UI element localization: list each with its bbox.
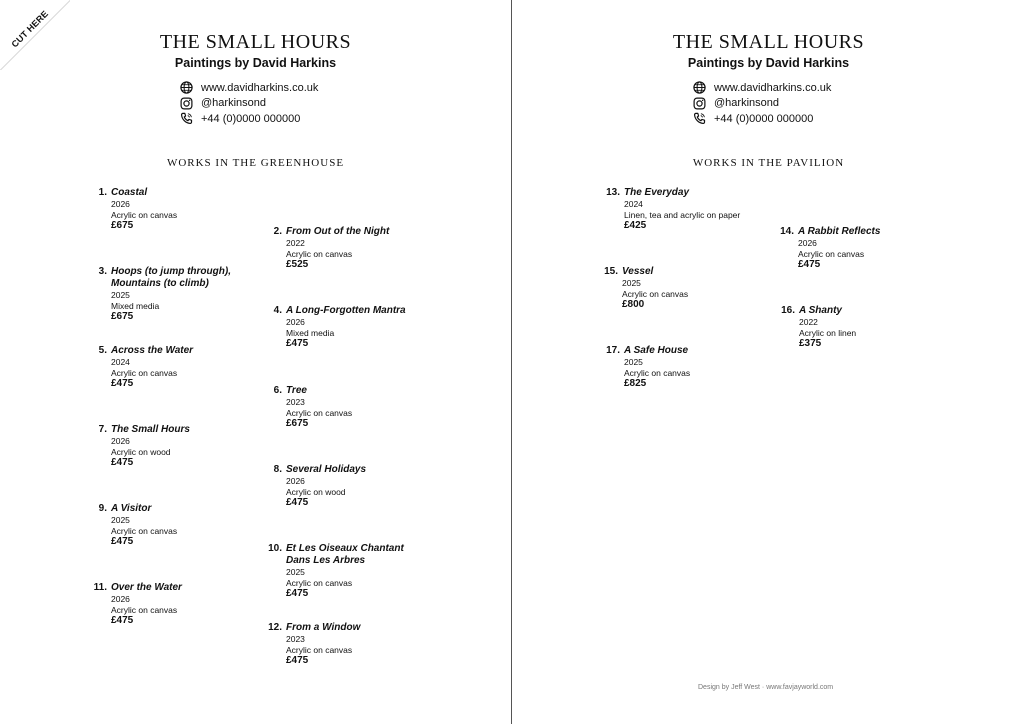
- artwork-number: 2.: [273, 226, 282, 237]
- artwork-medium: Acrylic on canvas: [622, 288, 689, 299]
- artwork-item: [604, 266, 689, 311]
- artwork-title-line-2: Mountains (to climb): [111, 278, 209, 289]
- artwork-medium: Acrylic on canvas: [624, 367, 691, 378]
- artwork-price: £475: [111, 378, 134, 389]
- artwork-number: 7.: [98, 424, 107, 435]
- artwork-price: £475: [111, 536, 134, 547]
- design-credit: Design by Jeff West · www.favjayworld.com: [698, 684, 834, 691]
- artwork-number: 5.: [98, 345, 107, 356]
- artwork-medium: Acrylic on canvas: [111, 604, 178, 615]
- artwork-medium: Acrylic on canvas: [286, 644, 353, 655]
- artwork-price: £825: [624, 378, 647, 389]
- artwork-year: 2022: [799, 317, 818, 327]
- artwork-number: 10.: [268, 543, 282, 554]
- artwork-price: £675: [111, 311, 134, 322]
- artwork-number: 13.: [606, 187, 620, 198]
- contact-instagram: [693, 96, 831, 112]
- instagram-icon: [180, 97, 193, 110]
- globe-icon: [180, 81, 193, 94]
- artwork-number: 11.: [93, 582, 107, 593]
- artwork-item: [98, 424, 190, 469]
- artwork-medium: Acrylic on linen: [799, 327, 857, 338]
- artwork-price: £475: [286, 655, 309, 666]
- artwork-number: 15.: [604, 266, 618, 277]
- phone-number[interactable]: +44 (0)0000 000000: [714, 112, 814, 125]
- artwork-title: A Safe House: [624, 345, 689, 356]
- artwork-number: 6.: [273, 385, 282, 396]
- artwork-medium: Acrylic on canvas: [286, 248, 353, 259]
- instagram-icon: [693, 97, 706, 110]
- artwork-year: 2026: [111, 594, 130, 604]
- artwork-medium: Acrylic on canvas: [111, 209, 178, 220]
- artwork-medium: Linen, tea and acrylic on paper: [624, 209, 741, 220]
- artwork-item: [273, 305, 406, 350]
- artwork-medium: Mixed media: [286, 327, 335, 338]
- artwork-item: [273, 464, 367, 509]
- artwork-medium: Acrylic on wood: [286, 486, 346, 497]
- artwork-price: £475: [798, 259, 821, 270]
- artwork-price: £375: [799, 338, 822, 349]
- page-subtitle: Paintings by David Harkins: [174, 56, 337, 70]
- contact-instagram: [180, 96, 318, 112]
- website-link[interactable]: www.davidharkins.co.uk: [714, 81, 832, 94]
- artwork-year: 2025: [286, 567, 305, 577]
- page-title: THE SMALL HOURS: [672, 31, 865, 53]
- contact-phone: [180, 111, 318, 127]
- artwork-item: [273, 385, 353, 430]
- contact-phone: [693, 111, 831, 127]
- artwork-medium: Acrylic on canvas: [286, 577, 353, 588]
- right-page: [513, 0, 1024, 724]
- artwork-title-line-2: Dans Les Arbres: [286, 555, 366, 566]
- artwork-year: 2025: [111, 290, 130, 300]
- artwork-title: Across the Water: [111, 345, 194, 356]
- artwork-year: 2024: [111, 357, 130, 367]
- instagram-handle[interactable]: @harkinsond: [201, 97, 266, 110]
- artwork-title: A Shanty: [799, 305, 842, 316]
- contact-list: [693, 80, 831, 127]
- artwork-title: Over the Water: [111, 582, 182, 593]
- artwork-title: A Long-Forgotten Mantra: [286, 305, 406, 316]
- artwork-medium: Mixed media: [111, 300, 160, 311]
- artwork-medium: Acrylic on canvas: [286, 407, 353, 418]
- artwork-title: Et Les Oiseaux Chantant: [286, 543, 404, 554]
- artwork-year: 2026: [798, 238, 817, 248]
- artwork-price: £475: [286, 588, 309, 599]
- artwork-price: £475: [111, 615, 134, 626]
- artwork-number: 1.: [98, 187, 107, 198]
- artwork-year: 2025: [624, 357, 643, 367]
- artwork-number: 9.: [98, 503, 107, 514]
- artwork-price: £525: [286, 259, 309, 270]
- left-page: [0, 0, 511, 724]
- artwork-number: 17.: [606, 345, 620, 356]
- artwork-price: £475: [286, 338, 309, 349]
- contact-list: [180, 80, 318, 127]
- artwork-title: Vessel: [622, 266, 654, 277]
- artwork-medium: Acrylic on canvas: [111, 525, 178, 536]
- instagram-handle[interactable]: @harkinsond: [714, 97, 779, 110]
- artwork-year: 2023: [286, 397, 305, 407]
- artwork-item: [98, 503, 178, 548]
- artwork-title: From Out of the Night: [286, 226, 390, 237]
- artwork-year: 2024: [624, 199, 643, 209]
- artwork-medium: Acrylic on canvas: [111, 367, 178, 378]
- artwork-year: 2026: [286, 317, 305, 327]
- artwork-title: From a Window: [286, 622, 361, 633]
- artwork-number: 4.: [273, 305, 282, 316]
- phone-number[interactable]: +44 (0)0000 000000: [201, 112, 301, 125]
- artwork-item: [268, 622, 361, 667]
- artwork-title: Hoops (to jump through),: [111, 266, 231, 277]
- artwork-title: Tree: [286, 385, 307, 396]
- artwork-number: 8.: [273, 464, 282, 475]
- page-title: THE SMALL HOURS: [159, 31, 352, 53]
- section-heading: WORKS IN THE GREENHOUSE: [166, 157, 345, 169]
- artwork-price: £475: [111, 457, 134, 468]
- artwork-price: £800: [622, 299, 645, 310]
- artwork-medium: Acrylic on canvas: [798, 248, 865, 259]
- artwork-item: [98, 187, 178, 232]
- page-divider: [511, 0, 512, 724]
- artwork-number: 3.: [98, 266, 107, 277]
- artwork-item: [780, 226, 881, 271]
- artwork-price: £675: [111, 220, 134, 231]
- artwork-title: A Visitor: [111, 503, 152, 514]
- artwork-year: 2026: [286, 476, 305, 486]
- artwork-item: [606, 345, 691, 390]
- artwork-item: [606, 187, 741, 232]
- page-subtitle: Paintings by David Harkins: [687, 56, 850, 70]
- artwork-number: 16.: [781, 305, 795, 316]
- artwork-item: [93, 582, 182, 627]
- artwork-number: 12.: [268, 622, 282, 633]
- artwork-item: [98, 345, 194, 390]
- artwork-item: [268, 543, 404, 600]
- artwork-year: 2022: [286, 238, 305, 248]
- contact-website: [180, 80, 318, 96]
- section-heading: WORKS IN THE PAVILION: [692, 157, 845, 169]
- artwork-price: £675: [286, 418, 309, 429]
- artwork-number: 14.: [780, 226, 794, 237]
- artwork-price: £475: [286, 497, 309, 508]
- phone-icon: [693, 112, 706, 125]
- cut-here-label: CUT HERE: [9, 8, 51, 50]
- artwork-year: 2026: [111, 436, 130, 446]
- artwork-year: 2023: [286, 634, 305, 644]
- phone-icon: [180, 112, 193, 125]
- artwork-price: £425: [624, 220, 647, 231]
- artwork-item: [98, 266, 231, 323]
- artwork-year: 2025: [622, 278, 641, 288]
- artwork-title: Several Holidays: [286, 464, 367, 475]
- artwork-title: The Everyday: [624, 187, 690, 198]
- artwork-title: Coastal: [111, 187, 148, 198]
- artwork-year: 2026: [111, 199, 130, 209]
- artwork-title: A Rabbit Reflects: [798, 226, 881, 237]
- artwork-year: 2025: [111, 515, 130, 525]
- globe-icon: [693, 81, 706, 94]
- contact-website: [693, 80, 831, 96]
- artwork-title: The Small Hours: [111, 424, 190, 435]
- website-link[interactable]: www.davidharkins.co.uk: [201, 81, 319, 94]
- artwork-item: [273, 226, 390, 271]
- artwork-item: [781, 305, 857, 350]
- artwork-medium: Acrylic on wood: [111, 446, 171, 457]
